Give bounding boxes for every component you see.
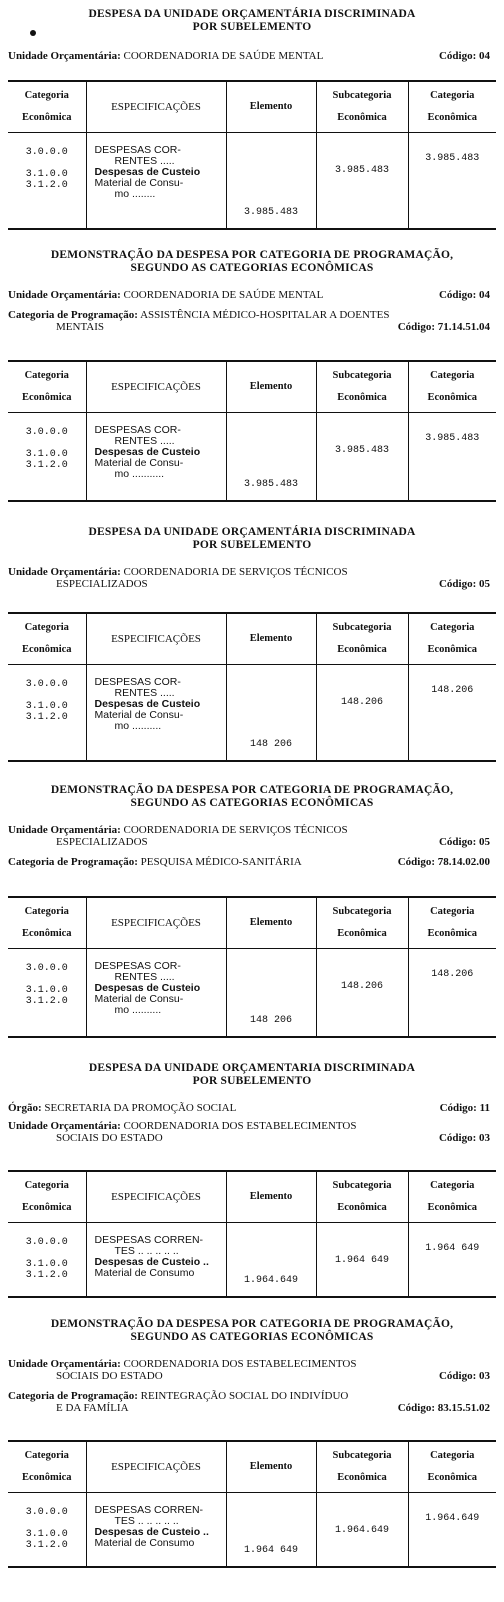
unidade-label: Unidade Orçamentária: [8,1358,121,1370]
code: 3.1.2.0 [25,1270,68,1281]
unidade-value-2: ESPECIALIZADOS [56,578,148,590]
header-text: Econômica [427,1202,478,1213]
programacao-value: PESQUISA MÉDICO-SANITÁRIA [140,856,302,868]
header-categoria-economica [8,1441,86,1493]
header-text: Categoria [24,622,69,633]
subcategoria-value: 148.206 [316,949,408,1037]
desc-line: DESPESAS COR- [94,960,181,972]
header-text: Econômica [21,644,72,655]
table-row [8,949,496,1037]
unidade-label: Unidade Orçamentária: [8,289,121,301]
code: 3.0.0.0 [25,1507,68,1518]
table-row [8,1493,496,1567]
header-subcategoria-economica [316,613,408,665]
header-especificacoes: ESPECIFICAÇÕES [86,1441,226,1493]
header-elemento: Elemento [226,1171,316,1223]
codigo-label: Código: [438,50,477,62]
subcategoria-value: 148.206 [316,665,408,761]
table-header [8,81,496,133]
codigo-value: 03 [479,1132,490,1144]
unidade-value: COORDENADORIA DE SAÚDE MENTAL [123,289,324,301]
desc-line: Despesas de Custeio [94,698,201,710]
header-subcategoria-economica [316,361,408,413]
categoria-value: 1.964 649 [408,1223,496,1297]
header-categoria-economica [8,897,86,949]
title-line-2: POR SUBELEMENTO [192,1075,312,1087]
header-subcategoria-economica [316,897,408,949]
desc-line: mo ........... [114,468,165,480]
header-especificacoes: ESPECIFICAÇÕES [86,1171,226,1223]
categoria-value: 3.985.483 [408,133,496,229]
categoria-value: 1.964.649 [408,1493,496,1567]
code: 3.1.2.0 [25,996,68,1007]
programacao-row [8,309,496,321]
unidade-row-2 [8,578,496,590]
desc-line: mo .......... [114,720,162,732]
programacao-label: Categoria de Programação: [8,309,138,321]
orgao-row [8,1102,496,1114]
codes-cell [8,1223,86,1297]
code: 3.0.0.0 [25,147,68,158]
table-header [8,1171,496,1223]
table-row [8,133,496,229]
title-line-2: SEGUNDO AS CATEGORIAS ECONÔMICAS [130,262,374,274]
desc-line: DESPESAS CORREN- [94,1234,204,1246]
header-especificacoes: ESPECIFICAÇÕES [86,613,226,665]
title-line-2: POR SUBELEMENTO [192,21,312,33]
unidade-label: Unidade Orçamentária: [8,50,121,62]
title-line-1: DESPESA DA UNIDADE ORÇAMENTÁRIA DISCRIMINADA [88,8,416,20]
description-cell [86,665,226,761]
budget-section [8,8,496,62]
header-elemento: Elemento [226,361,316,413]
codigo-value: 04 [479,289,490,301]
desc-line: RENTES ..... [114,155,175,167]
desc-line: mo ........ [114,188,156,200]
header-text: Econômica [21,112,72,123]
codigo [439,50,490,62]
code: 3.0.0.0 [25,679,68,690]
orgao-label: Órgão: [8,1102,42,1114]
section-title [8,8,496,34]
header-categoria-economica-2 [408,1171,496,1223]
unidade-row-2 [8,1132,496,1144]
codigo-label: Código: [438,578,477,590]
codigo-label: Código: [438,1132,477,1144]
codigo-value: 05 [479,836,490,848]
header-text: Econômica [427,392,478,403]
header-categoria-economica-2 [408,1441,496,1493]
subcategoria-value: 1.964.649 [316,1493,408,1567]
codigo-label: Código: [438,836,477,848]
code: 3.1.0.0 [25,1259,68,1270]
desc-line: Material de Consu- [94,457,184,469]
subcategoria-value: 1.964 649 [316,1223,408,1297]
programacao-value: REINTEGRAÇÃO SOCIAL DO INDIVÍDUO [140,1390,349,1402]
elemento-value: 148 206 [226,949,316,1037]
desc-line: Material de Consumo [94,1537,195,1549]
title-line-1: DEMONSTRAÇÃO DA DESPESA POR CATEGORIA DE PROGRAMAÇÃO, [50,784,454,796]
programacao-row [8,856,496,868]
programacao-row-2 [8,1402,496,1414]
table-header [8,1441,496,1493]
desc-line: Despesas de Custeio [94,982,201,994]
unidade-value-2: ESPECIALIZADOS [56,836,148,848]
title-line-2: SEGUNDO AS CATEGORIAS ECONÔMICAS [130,1331,374,1343]
budget-table [8,80,496,230]
programacao-codigo: Código: 83.15.51.02 [397,1402,490,1414]
header-elemento: Elemento [226,1441,316,1493]
header-text: Categoria [24,1450,69,1461]
codigo-value: 03 [479,1370,490,1382]
header-text: Econômica [427,1472,478,1483]
table-row [8,413,496,501]
budget-table [8,896,496,1038]
unidade-value: COORDENADORIA DE SAÚDE MENTAL [123,50,324,62]
description-cell [86,949,226,1037]
unidade-row [8,289,496,301]
desc-line: RENTES ..... [114,687,175,699]
title-line-1: DESPESA DA UNIDADE ORÇAMENTARIA DISCRIMINADA [88,1062,416,1074]
section-title [8,526,496,552]
desc-line: DESPESAS COR- [94,676,181,688]
budget-section [8,784,496,868]
section-title [8,784,496,810]
header-text: Categoria [430,622,475,633]
codigo-label: Código: [438,1370,477,1382]
section-title [8,249,496,275]
budget-table [8,360,496,502]
header-text: Categoria [430,90,475,101]
unidade-row [8,824,496,836]
programacao-codigo: Código: 71.14.51.04 [397,321,490,333]
header-text: Econômica [337,392,387,403]
unidade-row [8,1120,496,1132]
header-text: Categoria [430,370,475,381]
unidade-row [8,1358,496,1370]
unidade-value-2: SOCIAIS DO ESTADO [56,1370,163,1382]
codigo [439,1132,490,1144]
codigo-label: Código: [438,289,477,301]
header-text: Econômica [427,928,478,939]
unidade-value: COORDENADORIA DOS ESTABELECIMENTOS [123,1120,357,1132]
codes-cell [8,1493,86,1567]
header-text: Econômica [337,1202,387,1213]
header-categoria-economica [8,361,86,413]
section-title [8,1062,496,1088]
programacao-value: ASSISTÊNCIA MÉDICO-HOSPITALAR A DOENTES [140,309,390,321]
desc-line: RENTES ..... [114,435,175,447]
unidade-value: COORDENADORIA DE SERVIÇOS TÉCNICOS [123,566,348,578]
header-categoria-economica-2 [408,361,496,413]
programacao-row-2 [8,321,496,333]
codigo [439,578,490,590]
elemento-value: 148 206 [226,665,316,761]
budget-section [8,1062,496,1144]
unidade-value-2: SOCIAIS DO ESTADO [56,1132,163,1144]
header-subcategoria-economica [316,1171,408,1223]
elemento-value: 3.985.483 [226,413,316,501]
desc-line: Despesas de Custeio [94,446,201,458]
header-text: Categoria [24,1180,69,1191]
codigo [439,836,490,848]
programacao-label: Categoria de Programação: [8,856,138,868]
budget-section [8,1318,496,1414]
code: 3.1.0.0 [25,1529,68,1540]
table-header [8,613,496,665]
header-text: Subcategoria [332,1180,392,1191]
header-categoria-economica [8,613,86,665]
header-text: Econômica [21,1472,72,1483]
header-text: Econômica [427,112,478,123]
budget-table [8,1440,496,1568]
section-title [8,1318,496,1344]
categoria-value: 148.206 [408,665,496,761]
header-text: Econômica [21,1202,72,1213]
header-text: Subcategoria [332,370,392,381]
codes-cell [8,133,86,229]
categoria-value: 3.985.483 [408,413,496,501]
header-especificacoes: ESPECIFICAÇÕES [86,361,226,413]
table-row [8,1223,496,1297]
desc-line: Material de Consu- [94,177,184,189]
header-text: Econômica [337,112,387,123]
elemento-value: 3.985.483 [226,133,316,229]
unidade-row-2 [8,1370,496,1382]
elemento-value: 1.964 649 [226,1493,316,1567]
header-elemento: Elemento [226,81,316,133]
desc-line: Material de Consu- [94,993,184,1005]
title-line-1: DESPESA DA UNIDADE ORÇAMENTÁRIA DISCRIMINADA [88,526,416,538]
code: 3.1.0.0 [25,449,68,460]
desc-line: DESPESAS COR- [94,424,181,436]
title-line-2: POR SUBELEMENTO [192,539,312,551]
programacao-row [8,1390,496,1402]
header-elemento: Elemento [226,897,316,949]
programacao-codigo: Código: 78.14.02.00 [397,856,490,868]
header-categoria-economica-2 [408,81,496,133]
header-text: Econômica [21,928,72,939]
title-line-1: DEMONSTRAÇÃO DA DESPESA POR CATEGORIA DE PROGRAMAÇÃO, [50,1318,454,1330]
unidade-label: Unidade Orçamentária: [8,824,121,836]
header-especificacoes: ESPECIFICAÇÕES [86,81,226,133]
header-text: Subcategoria [332,622,392,633]
desc-line: Despesas de Custeio .. [94,1526,209,1538]
table-row [8,665,496,761]
description-cell [86,1223,226,1297]
header-text: Subcategoria [332,906,392,917]
codigo-value: 04 [479,50,490,62]
header-text: Subcategoria [332,1450,392,1461]
budget-section [8,249,496,333]
desc-line: DESPESAS CORREN- [94,1504,204,1516]
unidade-row [8,566,496,578]
header-text: Econômica [337,1472,387,1483]
code: 3.1.0.0 [25,701,68,712]
desc-line: TES .. .. .. .. .. [114,1515,179,1527]
desc-line: DESPESAS COR- [94,144,181,156]
code: 3.1.0.0 [25,985,68,996]
orgao-codigo: Código: 11 [439,1102,490,1114]
header-categoria-economica [8,81,86,133]
elemento-value: 1.964.649 [226,1223,316,1297]
code: 3.1.2.0 [25,460,68,471]
unidade-row-2 [8,836,496,848]
code: 3.0.0.0 [25,963,68,974]
unidade-row [8,50,496,62]
desc-line: Despesas de Custeio .. [94,1256,209,1268]
header-elemento: Elemento [226,613,316,665]
unidade-label: Unidade Orçamentária: [8,566,121,578]
code: 3.1.0.0 [25,169,68,180]
desc-line: mo .......... [114,1004,162,1016]
unidade-value: COORDENADORIA DE SERVIÇOS TÉCNICOS [123,824,348,836]
codes-cell [8,413,86,501]
header-text: Econômica [21,392,72,403]
subcategoria-value: 3.985.483 [316,413,408,501]
header-text: Categoria [24,370,69,381]
header-categoria-economica-2 [408,897,496,949]
codigo [439,289,490,301]
desc-line: TES .. .. .. .. .. [114,1245,179,1257]
programacao-label: Categoria de Programação: [8,1390,138,1402]
table-header [8,361,496,413]
description-cell [86,1493,226,1567]
code: 3.1.2.0 [25,180,68,191]
code: 3.0.0.0 [25,427,68,438]
categoria-value: 148.206 [408,949,496,1037]
codes-cell [8,949,86,1037]
header-subcategoria-economica [316,1441,408,1493]
header-categoria-economica-2 [408,613,496,665]
budget-section [8,526,496,590]
title-line-2: SEGUNDO AS CATEGORIAS ECONÔMICAS [130,797,374,809]
table-header [8,897,496,949]
header-text: Categoria [430,906,475,917]
header-categoria-economica [8,1171,86,1223]
header-text: Econômica [337,928,387,939]
header-text: Econômica [427,644,478,655]
unidade-label: Unidade Orçamentária: [8,1120,121,1132]
desc-line: Despesas de Custeio [94,166,201,178]
budget-table [8,1170,496,1298]
programacao-value-2: E DA FAMÍLIA [56,1402,129,1414]
code: 3.1.2.0 [25,1540,68,1551]
code: 3.0.0.0 [25,1237,68,1248]
header-text: Categoria [24,906,69,917]
description-cell [86,413,226,501]
header-text: Econômica [337,644,387,655]
subcategoria-value: 3.985.483 [316,133,408,229]
header-text: Subcategoria [332,90,392,101]
budget-table [8,612,496,762]
description-cell [86,133,226,229]
header-subcategoria-economica [316,81,408,133]
title-line-1: DEMONSTRAÇÃO DA DESPESA POR CATEGORIA DE PROGRAMAÇÃO, [50,249,454,261]
desc-line: Material de Consumo [94,1267,195,1279]
code: 3.1.2.0 [25,712,68,723]
codigo [439,1370,490,1382]
programacao-value-2: MENTAIS [56,321,105,333]
desc-line: RENTES ..... [114,971,175,983]
header-especificacoes: ESPECIFICAÇÕES [86,897,226,949]
codes-cell [8,665,86,761]
codigo-value: 05 [479,578,490,590]
desc-line: Material de Consu- [94,709,184,721]
header-text: Categoria [24,90,69,101]
header-text: Categoria [430,1180,475,1191]
unidade-value: COORDENADORIA DOS ESTABELECIMENTOS [123,1358,357,1370]
orgao-value: SECRETARIA DA PROMOÇÃO SOCIAL [44,1102,237,1114]
header-text: Categoria [430,1450,475,1461]
